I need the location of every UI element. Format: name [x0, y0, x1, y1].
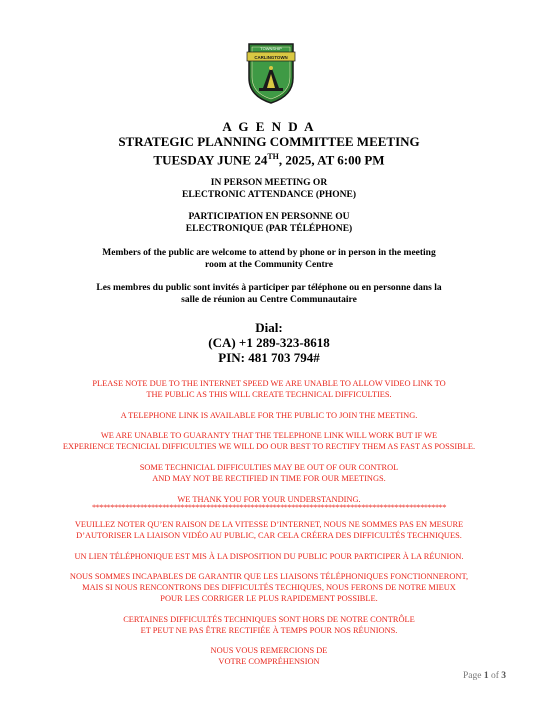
- agenda-title: A G E N D A: [222, 119, 316, 134]
- dial-in-block: [0, 320, 538, 365]
- separator-stars: ************************************************************************************************: [92, 503, 446, 512]
- notice-paragraph: A TELEPHONE LINK IS AVAILABLE FOR THE PUBLIC TO JOIN THE MEETING.: [120, 410, 418, 420]
- dial-label: Dial:: [255, 320, 283, 335]
- attendance-en: IN PERSON MEETING OR ELECTRONIC ATTENDANCE (PHONE): [181, 178, 356, 200]
- public-notice-fr: Les membres du public sont invités à participer par téléphone ou en personne dans la salle de réunion au Centre Communautaire: [96, 283, 442, 305]
- notice-paragraph: UN LIEN TÉLÉPHONIQUE EST MIS À LA DISPOSITION DU PUBLIC POUR PARTICIPER À LA RÉUNION.: [74, 551, 464, 561]
- attendance-fr: PARTICIPATION EN PERSONNE OU ELECTRONIQUE (PAR TÉLÉPHONE): [185, 212, 353, 234]
- township-crest-logo: [245, 38, 297, 104]
- dial-pin: PIN: 481 703 794#: [218, 350, 320, 365]
- dial-number: (CA) +1 289-323-8618: [208, 335, 330, 350]
- notice-paragraph: WE ARE UNABLE TO GUARANTY THAT THE TELEPHONE LINK WILL WORK BUT IF WE EXPERIENCE TECNICIAL DIFFICULTIES WE WILL DO OUR BEST TO RECTIFY THEM AS FAST AS POSSIBLE.: [62, 431, 476, 452]
- notices-fr: [0, 520, 538, 668]
- notice-paragraph: SOME TECHNICIAL DIFFICULTIES MAY BE OUT OF OUR CONTROL AND MAY NOT BE RECTIFIED IN TIME FOR OUR MEETINGS.: [139, 462, 399, 483]
- page-number: Page 1 of 3: [463, 671, 507, 681]
- crest-banner-top: TOWNSHIP: [260, 46, 282, 51]
- notice-paragraph: VEUILLEZ NOTER QU’EN RAISON DE LA VITESSE D’INTERNET, NOUS NE SOMMES PAS EN MESURE D’AUTORISER LA LIAISON VIDÉO AU PUBLIC, CAR CELA CRÉERA DES DIFFICULTÉS TECHNIQUES.: [74, 520, 464, 540]
- notice-paragraph: NOUS VOUS REMERCIONS DE VOTRE COMPRÉHENSION: [210, 646, 328, 667]
- crest-banner-text: CARLINGTOWN: [254, 54, 288, 60]
- notice-paragraph: CERTAINES DIFFICULTÉS TECHNIQUES SONT HORS DE NOTRE CONTRÔLE ET PEUT NE PAS ÊTRE RECTIFIÉE À TEMPS POUR NOS RÉUNIONS.: [123, 614, 415, 635]
- notice-paragraph: WE THANK YOU FOR YOUR UNDERSTANDING.: [177, 494, 361, 504]
- meeting-title: STRATEGIC PLANNING COMMITTEE MEETING: [118, 134, 420, 149]
- public-notice-en: Members of the public are welcome to attend by phone or in person in the meeting room at the Community Centre: [102, 248, 436, 270]
- notice-paragraph: PLEASE NOTE DUE TO THE INTERNET SPEED WE ARE UNABLE TO ALLOW VIDEO LINK TO THE PUBLIC AS THIS WILL CREATE TECHNICAL DIFFICULTIES.: [92, 379, 446, 399]
- notices-en: [0, 379, 538, 505]
- notice-paragraph: NOUS SOMMES INCAPABLES DE GARANTIR QUE LES LIAISONS TÉLÉPHONIQUES FONCTIONNERONT, MAIS SI NOUS RENCONTRONS DES DIFFICULTÉS TECHIQUES, NOUS FERONS DE NOTRE MIEUX POUR LES CORRIGER LE PLUS RAPIDEMENT POSSIBLE.: [69, 572, 469, 603]
- meeting-date: TUESDAY JUNE 24TH, 2025, AT 6:00 PM: [153, 152, 385, 168]
